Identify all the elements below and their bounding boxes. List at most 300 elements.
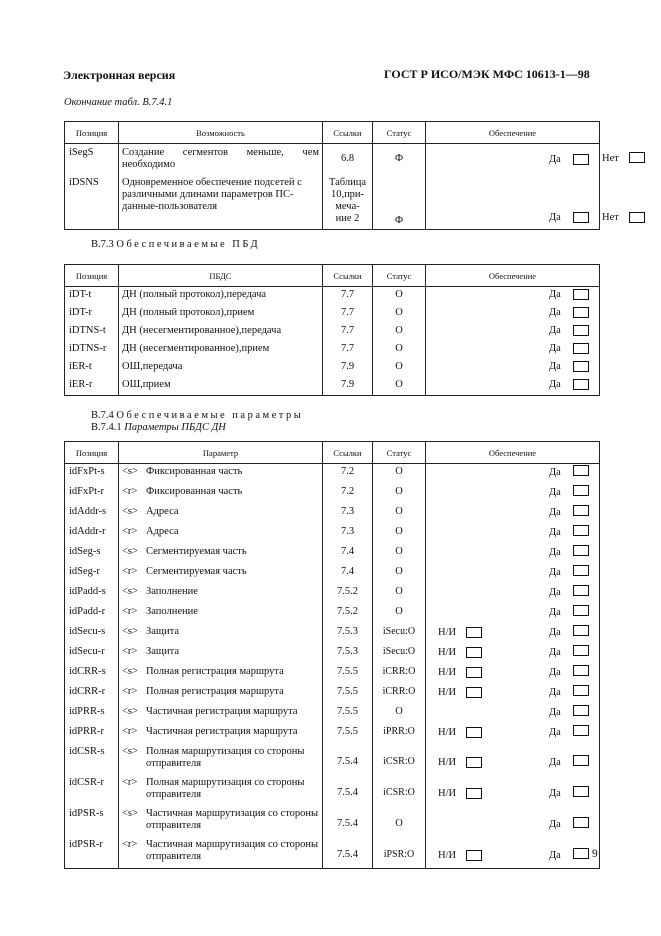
table-row [65, 544, 600, 564]
table-row [65, 684, 600, 704]
table-row [65, 377, 600, 396]
row-ref: 7.9 [323, 359, 373, 377]
direction: <r> [122, 839, 138, 850]
col-header-support: Обеспечение [426, 265, 600, 287]
parameter-name: Сегментируемая часть [146, 546, 247, 557]
row-status: iCSR:O [373, 744, 426, 775]
parameter-name: Заполнение [146, 606, 198, 617]
table-row [65, 837, 600, 869]
na-label: Н/И [438, 647, 457, 658]
yes-label: Да [549, 567, 561, 578]
parameter-name: Частичная регистрация маршрута [146, 706, 298, 717]
row-ref: 7.3 [323, 524, 373, 544]
na-checkbox[interactable] [466, 757, 482, 768]
param-text [122, 566, 319, 578]
parameter-name: Полная регистрация маршрута [146, 686, 284, 697]
yes-checkbox[interactable] [573, 705, 589, 716]
table-row [65, 484, 600, 504]
row-ref: 7.5.3 [323, 644, 373, 664]
yes-checkbox[interactable] [573, 625, 589, 636]
table-row [65, 744, 600, 775]
yes-label: Да [549, 289, 561, 300]
row-position: idFxPt-s [65, 464, 119, 485]
na-label: Н/И [438, 727, 457, 738]
row-status: iCSR:O [373, 775, 426, 806]
na-label: Н/И [438, 627, 457, 638]
row-status: О [373, 484, 426, 504]
col-header-support: Обеспечение [426, 442, 600, 464]
row-ref: 7.2 [323, 464, 373, 485]
na-checkbox[interactable] [466, 850, 482, 861]
row-ref: 7.5.5 [323, 684, 373, 704]
yes-label: Да [549, 547, 561, 558]
yes-checkbox[interactable] [573, 817, 589, 828]
row-support [426, 464, 600, 485]
parameter-name: Заполнение [146, 586, 198, 597]
row-status: О [373, 305, 426, 323]
row-ref: 7.5.5 [323, 704, 373, 724]
row-status: iSecu:O [373, 624, 426, 644]
row-support [426, 744, 600, 775]
row-support [426, 806, 600, 837]
ref-line: 10,при- [330, 188, 365, 200]
row-support [426, 484, 600, 504]
table-row [65, 323, 600, 341]
row-status: О [373, 806, 426, 837]
yes-label: Да [549, 819, 561, 830]
row-ref: 7.5.5 [323, 664, 373, 684]
yes-checkbox[interactable] [573, 605, 589, 616]
yes-label: Да [549, 527, 561, 538]
yes-checkbox[interactable] [573, 786, 589, 797]
direction: <s> [122, 706, 138, 717]
parameter-name: Адреса [146, 506, 179, 517]
na-checkbox[interactable] [466, 687, 482, 698]
row-status: О [373, 604, 426, 624]
na-checkbox[interactable] [466, 627, 482, 638]
row-support [426, 644, 600, 664]
yes-label: Да [549, 667, 561, 678]
row-status: Ф [373, 175, 426, 230]
row-status: О [373, 524, 426, 544]
row-pdu: ОШ,прием [119, 377, 323, 396]
na-label: Н/И [438, 757, 457, 768]
row-parameter [119, 544, 323, 564]
param-text [122, 726, 319, 738]
col-header-refs: Ссылки [323, 122, 373, 144]
yes-label: Да [549, 487, 561, 498]
direction: <s> [122, 626, 138, 637]
yes-label: Да [549, 757, 561, 768]
section-number: B.7.4.1 [91, 422, 122, 433]
yes-checkbox[interactable] [573, 343, 589, 354]
parameter-name: Фиксированная часть [146, 466, 243, 477]
na-label: Н/И [438, 850, 457, 861]
row-parameter [119, 644, 323, 664]
row-parameter [119, 464, 323, 485]
row-parameter [119, 837, 323, 869]
row-status: О [373, 704, 426, 724]
row-position: idCSR-s [65, 744, 119, 775]
row-ref: 7.5.4 [323, 837, 373, 869]
row-position: iDTNS-t [65, 323, 119, 341]
yes-label: Да [549, 850, 561, 861]
row-support [426, 144, 619, 175]
row-parameter [119, 604, 323, 624]
row-pdu: ДН (несегментированное),прием [119, 341, 323, 359]
direction: <s> [122, 466, 138, 477]
row-support [426, 175, 619, 230]
parameter-name: Частичная маршрутизация со стороны отправителя [146, 839, 319, 862]
table-row [65, 504, 600, 524]
row-support [426, 584, 600, 604]
col-header-position: Позиция [65, 265, 119, 287]
param-text [122, 526, 319, 538]
row-position: iDT-t [65, 287, 119, 306]
row-status: iCRR:O [373, 684, 426, 704]
yes-checkbox[interactable] [573, 665, 589, 676]
row-position: idSecu-s [65, 624, 119, 644]
row-status: iPSR:O [373, 837, 426, 869]
yes-checkbox[interactable] [573, 212, 589, 223]
param-text [122, 666, 319, 678]
yes-label: Да [549, 361, 561, 372]
row-position: idPRR-s [65, 704, 119, 724]
row-ref: 7.7 [323, 287, 373, 306]
row-support [426, 664, 600, 684]
ref-line: Таблица [328, 176, 367, 188]
table-caption: Окончание табл. B.7.4.1 [64, 97, 173, 108]
yes-label: Да [549, 587, 561, 598]
direction: <r> [122, 526, 138, 537]
row-ref: 7.7 [323, 341, 373, 359]
param-text [122, 486, 319, 498]
table-row [65, 704, 600, 724]
param-text [122, 546, 319, 558]
na-checkbox[interactable] [466, 647, 482, 658]
table-row [65, 464, 600, 485]
direction: <s> [122, 586, 138, 597]
row-status: О [373, 341, 426, 359]
table-row [65, 175, 600, 230]
row-status: О [373, 464, 426, 485]
row-parameter [119, 624, 323, 644]
row-position: idFxPt-r [65, 484, 119, 504]
section-heading [91, 239, 260, 250]
table-row [65, 524, 600, 544]
row-ref: 7.9 [323, 377, 373, 396]
row-support [426, 775, 600, 806]
row-position: idCRR-s [65, 664, 119, 684]
row-position: idPRR-r [65, 724, 119, 744]
parameter-name: Адреса [146, 526, 179, 537]
table-row [65, 359, 600, 377]
row-status: О [373, 544, 426, 564]
direction: <r> [122, 646, 138, 657]
row-position: iDT-r [65, 305, 119, 323]
direction: <s> [122, 506, 138, 517]
row-status: О [373, 323, 426, 341]
section-number: B.7.4 [91, 410, 114, 421]
row-position: iDSNS [65, 175, 119, 230]
table-row [65, 806, 600, 837]
col-header-position: Позиция [65, 122, 119, 144]
col-header-status: Статус [373, 442, 426, 464]
yes-checkbox[interactable] [573, 379, 589, 390]
direction: <r> [122, 486, 138, 497]
row-position: idAddr-r [65, 524, 119, 544]
section-title: Параметры ПБДС ДН [124, 422, 226, 433]
row-parameter [119, 584, 323, 604]
section-title: Обеспечиваемые ПБД [116, 239, 261, 250]
row-ref: 6.8 [323, 144, 373, 175]
param-text [122, 626, 319, 638]
direction: <r> [122, 606, 138, 617]
yes-label: Да [549, 707, 561, 718]
row-capability: Создание сегментов меньше, чем необходимо [119, 144, 323, 175]
row-support [426, 564, 600, 584]
parameter-name: Полная маршрутизация со стороны отправителя [146, 777, 305, 800]
yes-checkbox[interactable] [573, 848, 589, 859]
yes-checkbox[interactable] [573, 585, 589, 596]
row-parameter [119, 504, 323, 524]
row-position: iER-r [65, 377, 119, 396]
row-capability: Одновременное обеспечение подсетей с различными длинами параметров ПС-данные-пользователя [119, 175, 323, 230]
param-text [122, 466, 319, 478]
table-row [65, 724, 600, 744]
row-position: idPSR-s [65, 806, 119, 837]
row-ref: 7.5.5 [323, 724, 373, 744]
row-ref: 7.7 [323, 305, 373, 323]
row-parameter [119, 564, 323, 584]
row-status: О [373, 377, 426, 396]
col-header-support: Обеспечение [426, 122, 600, 144]
no-label: Нет [602, 153, 619, 164]
no-checkbox[interactable] [629, 152, 645, 163]
col-header-status: Статус [373, 265, 426, 287]
row-status: О [373, 504, 426, 524]
param-text [122, 646, 319, 658]
param-text [122, 586, 319, 598]
yes-checkbox[interactable] [573, 545, 589, 556]
table-row [65, 341, 600, 359]
direction: <s> [122, 666, 138, 677]
yes-checkbox[interactable] [573, 307, 589, 318]
row-position: idPadd-r [65, 604, 119, 624]
yes-checkbox[interactable] [573, 755, 589, 766]
col-header-position: Позиция [65, 442, 119, 464]
row-parameter [119, 806, 323, 837]
param-text [122, 506, 319, 518]
row-status: iSecu:O [373, 644, 426, 664]
table-row [65, 624, 600, 644]
yes-checkbox[interactable] [573, 289, 589, 300]
row-ref: 7.4 [323, 564, 373, 584]
table-row [65, 775, 600, 806]
row-support [426, 604, 600, 624]
row-ref: 7.5.4 [323, 775, 373, 806]
row-support [426, 377, 600, 396]
row-support [426, 524, 600, 544]
table-row [65, 287, 600, 306]
row-parameter [119, 684, 323, 704]
parameter-name: Защита [146, 626, 180, 637]
capabilities-table [64, 121, 619, 230]
row-support [426, 624, 600, 644]
row-parameter [119, 704, 323, 724]
direction: <r> [122, 566, 138, 577]
yes-checkbox[interactable] [573, 685, 589, 696]
row-support [426, 837, 600, 869]
param-text [122, 686, 319, 698]
col-header-status: Статус [373, 122, 426, 144]
row-status: О [373, 359, 426, 377]
no-label: Нет [602, 211, 619, 223]
yes-label: Да [549, 307, 561, 318]
row-ref: 7.5.4 [323, 744, 373, 775]
row-support [426, 704, 600, 724]
row-ref: 7.2 [323, 484, 373, 504]
na-label: Н/И [438, 687, 457, 698]
row-position: idSeg-s [65, 544, 119, 564]
row-position: iER-t [65, 359, 119, 377]
row-ref: 7.4 [323, 544, 373, 564]
row-support [426, 323, 600, 341]
na-checkbox[interactable] [466, 727, 482, 738]
yes-label: Да [549, 647, 561, 658]
no-checkbox[interactable] [629, 212, 645, 223]
row-support [426, 684, 600, 704]
row-status: О [373, 287, 426, 306]
yes-checkbox[interactable] [573, 645, 589, 656]
yes-label: Да [549, 211, 561, 223]
yes-checkbox[interactable] [573, 154, 589, 165]
row-support [426, 544, 600, 564]
row-support [426, 504, 600, 524]
row-ref: 7.5.3 [323, 624, 373, 644]
section-title: Обеспечиваемые параметры [116, 410, 304, 421]
section-number: B.7.3 [91, 239, 114, 250]
na-label: Н/И [438, 667, 457, 678]
row-parameter [119, 744, 323, 775]
page-number: 9 [592, 848, 598, 860]
row-support [426, 724, 600, 744]
row-support [426, 359, 600, 377]
subsection-heading [91, 422, 226, 433]
direction: <s> [122, 546, 138, 557]
param-text [122, 606, 319, 618]
row-parameter [119, 775, 323, 806]
direction: <r> [122, 777, 138, 788]
col-header-refs: Ссылки [323, 442, 373, 464]
direction: <r> [122, 686, 138, 697]
ref-line: ние 2 [335, 212, 360, 224]
row-pdu: ДН (полный протокол),передача [119, 287, 323, 306]
row-ref: 7.5.4 [323, 806, 373, 837]
parameter-name: Полная регистрация маршрута [146, 666, 284, 677]
yes-label: Да [549, 154, 561, 165]
param-text [122, 777, 319, 801]
yes-label: Да [549, 627, 561, 638]
yes-label: Да [549, 343, 561, 354]
row-status: Ф [373, 144, 426, 175]
param-text [122, 746, 319, 770]
yes-label: Да [549, 607, 561, 618]
yes-checkbox[interactable] [573, 361, 589, 372]
yes-checkbox[interactable] [573, 725, 589, 736]
section-heading [91, 410, 303, 421]
na-checkbox[interactable] [466, 667, 482, 678]
row-pdu: ДН (полный протокол),прием [119, 305, 323, 323]
yes-checkbox[interactable] [573, 485, 589, 496]
row-support [426, 287, 600, 306]
row-status: О [373, 564, 426, 584]
yes-checkbox[interactable] [573, 465, 589, 476]
row-position: idAddr-s [65, 504, 119, 524]
row-ref [323, 175, 373, 230]
col-header-capability: Возможность [119, 122, 323, 144]
parameter-name: Частичная регистрация маршрута [146, 726, 298, 737]
na-label: Н/И [438, 788, 457, 799]
row-status: iPRR:O [373, 724, 426, 744]
row-position: idSecu-r [65, 644, 119, 664]
row-ref: 7.3 [323, 504, 373, 524]
table-row [65, 604, 600, 624]
table-row [65, 644, 600, 664]
row-position: iSegS [65, 144, 119, 175]
col-header-refs: Ссылки [323, 265, 373, 287]
table-row [65, 584, 600, 604]
yes-label: Да [549, 325, 561, 336]
yes-checkbox[interactable] [573, 565, 589, 576]
row-position: idPadd-s [65, 584, 119, 604]
na-checkbox[interactable] [466, 788, 482, 799]
yes-checkbox[interactable] [573, 525, 589, 536]
row-position: idSeg-r [65, 564, 119, 584]
pdu-table [64, 264, 600, 396]
param-text [122, 808, 319, 832]
yes-checkbox[interactable] [573, 505, 589, 516]
yes-label: Да [549, 467, 561, 478]
yes-label: Да [549, 507, 561, 518]
row-parameter [119, 484, 323, 504]
row-position: iDTNS-r [65, 341, 119, 359]
header-left: Электронная версия [63, 68, 176, 82]
yes-label: Да [549, 687, 561, 698]
direction: <r> [122, 726, 138, 737]
row-support [426, 341, 600, 359]
row-support [426, 305, 600, 323]
ref-line: меча- [335, 200, 360, 212]
parameter-name: Сегментируемая часть [146, 566, 247, 577]
parameter-name: Частичная маршрутизация со стороны отправителя [146, 808, 319, 831]
parameter-name: Полная маршрутизация со стороны отправителя [146, 746, 305, 769]
row-parameter [119, 724, 323, 744]
parameter-name: Защита [146, 646, 180, 657]
col-header-parameter: Параметр [119, 442, 323, 464]
yes-label: Да [549, 727, 561, 738]
row-parameter [119, 524, 323, 544]
direction: <s> [122, 808, 138, 819]
row-ref: 7.7 [323, 323, 373, 341]
row-parameter [119, 664, 323, 684]
col-header-pdu: ПБДС [119, 265, 323, 287]
row-position: idCRR-r [65, 684, 119, 704]
yes-label: Да [549, 788, 561, 799]
row-ref: 7.5.2 [323, 604, 373, 624]
parameter-name: Фиксированная часть [146, 486, 243, 497]
yes-checkbox[interactable] [573, 325, 589, 336]
